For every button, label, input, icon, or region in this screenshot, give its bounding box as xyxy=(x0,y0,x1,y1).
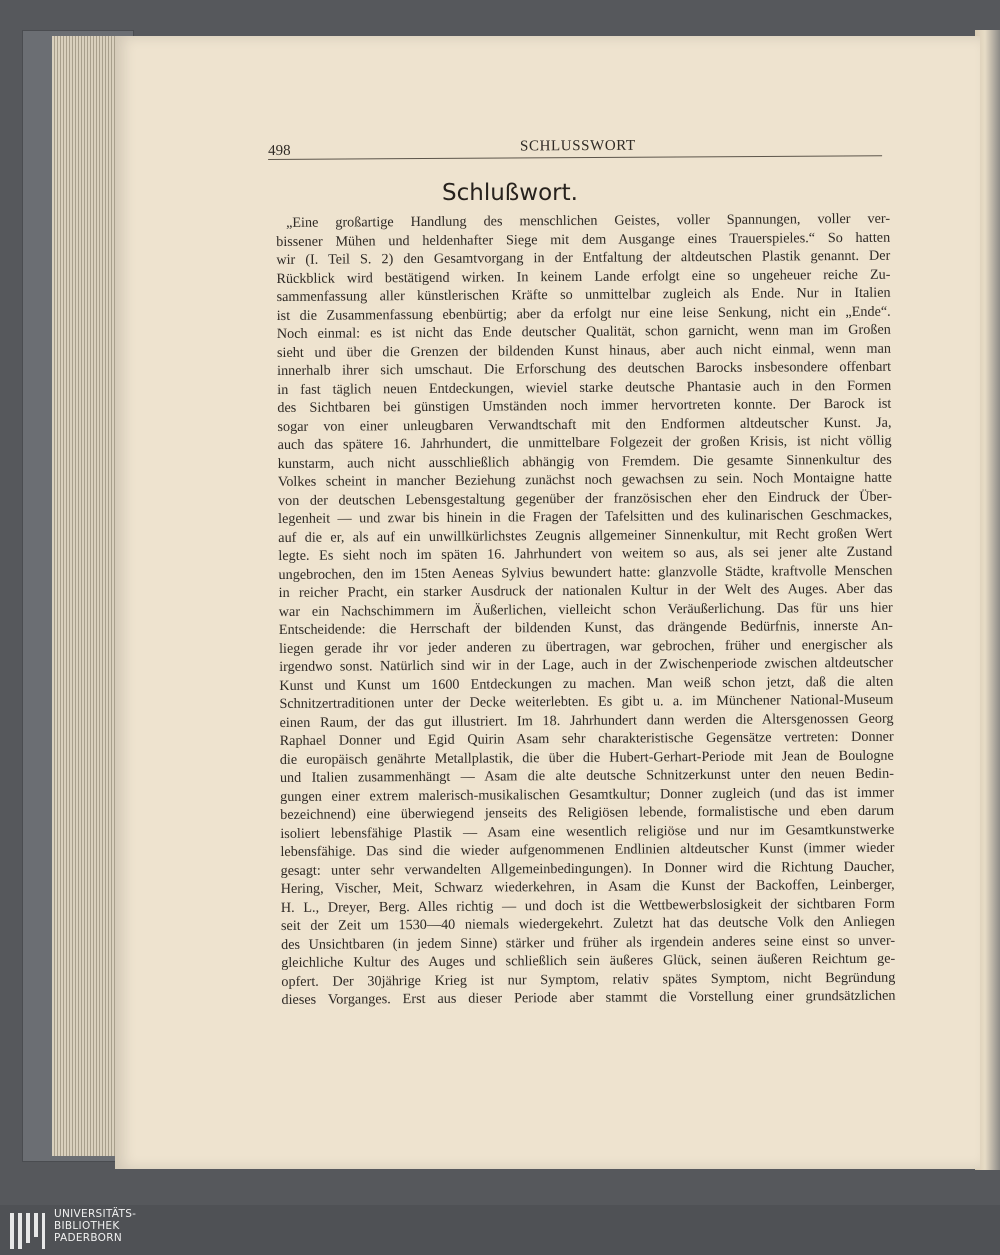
text-line: ungebrochen, den im 15ten Aeneas Sylvius bewundert hatte: glanzvolle Städte, kraftvolle Menschen xyxy=(278,562,893,583)
text-line: in fast täglich neuen Entdeckungen, wieviel starke deutsche Phantasie auch in den Formen xyxy=(277,377,892,398)
text-line: opfert. Der 30jährige Krieg ist nur Symptom, relativ spätes Symptom, nicht Begründung xyxy=(281,969,896,990)
page-number: 498 xyxy=(268,142,291,159)
text-line: des Unsichtbaren (in jedem Sinne) stärker und früher als irgendein anderes seine einst so unver- xyxy=(281,932,896,953)
text-line: des Sichtbaren bei günstigen Umständen noch immer hervortreten konnte. Der Barock ist xyxy=(277,395,892,416)
text-line: sogar von einer unleugbaren Verwandtschaft mit den Endformen altdeutscher Kunst. Ja, xyxy=(277,414,892,435)
text-line: bezeichnend) eine überwiegend jenseits des Religiösen lebende, formalistische und eben darum xyxy=(280,802,895,823)
text-line: kunstarm, auch nicht ausschließlich abhängig von Fremdem. Die gesamte Sinnenkultur des xyxy=(277,451,892,472)
text-line: seit der Zeit um 1530—40 niemals wiedergekehrt. Zuletzt hat das deutsche Volk den Anliegen xyxy=(280,913,896,934)
text-line: in reicher Pracht, ein starker Ausdruck der nationalen Kultur in der Welt des Auges. Aber das xyxy=(278,580,893,601)
text-line: bissener Mühen und heldenhafter Siege mit dem Ausgange eines Trauerspieles.“ So hatten xyxy=(276,229,891,250)
text-line: wir (I. Teil S. 2) den Gesamtvorgang in der Entfaltung der altdeutschen Plastik genannt. Der xyxy=(276,247,891,268)
text-line: einen Raum, der das gut illustriert. Im 18. Jahrhundert dann werden die Altersgenossen Georg xyxy=(279,710,894,731)
text-line: Volkes scheint in mancher Beziehung zunächst noch gewachsen zu sein. Noch Montaigne hatte xyxy=(277,469,892,490)
text-line: innerhalb ihrer sich umschaut. Die Erforschung des deutschen Barocks insbesondere offenbart xyxy=(277,358,892,379)
text-line: isoliert lebensfähige Plastik — Asam eine wesentlich religiöse und nur im Gesamtkunstwerke xyxy=(280,821,895,842)
text-line: auch das spätere 16. Jahrhundert, die unmittelbare Folgezeit der großen Krisis, ist nicht völlig xyxy=(277,432,892,453)
text-line: gungen einer extrem malerisch-musikalischen Gesamtkultur; Donner zugleich (und das ist immer xyxy=(280,784,895,805)
text-line: auf die er, als auf ein unwillkürlichstes Zeugnis allgemeiner Sinnenkultur, mit Recht großen Wert xyxy=(278,525,893,546)
text-line: gleichliche Kultur des Auges und schließlich sein äußeres Glück, seinen äußeren Reichtum ge- xyxy=(281,950,896,971)
library-logo-text xyxy=(54,1208,136,1244)
text-line: die europäisch genährte Metallplastik, die über die Hubert-Gerhart-Periode mit Jean de Boulogne xyxy=(279,747,894,768)
body-text xyxy=(276,210,896,1010)
logo-line-3: PADERBORN xyxy=(54,1232,122,1244)
text-line: Entscheidende: die Herrschaft der bildenden Kunst, das drängende Bedürfnis, innerste An- xyxy=(278,617,893,638)
text-line: lebensfähige. Das sind die wieder aufgenommenen Endlinien altdeutscher Kunst (immer wieder xyxy=(280,839,895,860)
chapter-title: Schlußwort. xyxy=(442,180,578,206)
library-footer-bar xyxy=(0,1205,1000,1255)
text-line: war ein Nachschimmern im Äußerlichen, vielleicht schon Veräußerlichung. Das für uns hier xyxy=(278,599,893,620)
running-header-title: SCHLUSSWORT xyxy=(519,137,636,155)
text-line: Kunst und Kunst um 1600 Entdeckungen zu machen. Man weiß schon jetzt, daß die alten xyxy=(279,673,894,694)
logo-line-1: UNIVERSITÄTS- xyxy=(54,1208,137,1220)
text-line: legte. Es sieht noch im späten 16. Jahrhundert von weitem so aus, als sei jener alte Zustand xyxy=(278,543,893,564)
text-line: dieses Vorganges. Erst aus dieser Periode aber stammt die Vorstellung einer grundsätzlichen xyxy=(281,987,896,1008)
text-line: irgendwo sonst. Natürlich sind wir in der Lage, auch in der Zwischenperiode zwischen altdeutscher xyxy=(279,654,894,675)
text-line: sieht und über die Grenzen der bildenden Kunst hinaus, aber auch nicht einmal, wenn man xyxy=(276,340,892,361)
text-line: ist die Zusammenfassung ebenbürtig; aber da erfolgt nur eine leise Senkung, nicht ein „Ende“. xyxy=(276,303,891,324)
text-line: Raphael Donner und Egid Quirin Asam sehr charakteristische Gegensätze vertreten: Donner xyxy=(279,728,894,749)
text-line: und Italien zusammenhängt — Asam die alte deutsche Schnitzerkunst unter den neuen Bedin- xyxy=(279,765,894,786)
text-line: liegen gerade ihr vor jeder anderen zu übertragen, war gebrochen, früher und energischer als xyxy=(278,636,894,657)
library-logo-icon xyxy=(8,1213,48,1251)
text-line: Noch einmal: es ist nicht das Ende deutscher Qualität, schon garnicht, wenn man im Großen xyxy=(276,321,891,342)
text-line: H. L., Dreyer, Berg. Alles richtig — und doch ist die Wettbewerbslosigkeit der sichtbaren Form xyxy=(280,895,895,916)
text-line: „Eine großartige Handlung des menschlichen Geistes, voller Spannungen, voller ver- xyxy=(286,210,891,231)
text-line: Schnitzertraditionen unter der Decke weiterlebten. Es gibt u. a. im Münchener National-Museum xyxy=(279,691,894,712)
logo-line-2: BIBLIOTHEK xyxy=(54,1220,120,1232)
text-line: sammenfassung aller künstlerischen Kräfte so unmittelbar zugleich als Ende. Nur in Italien xyxy=(276,284,891,305)
text-line: von der deutschen Lebensgestaltung gegenüber der französischen eher den Eindruck der Über- xyxy=(277,488,893,509)
text-line: Hering, Vischer, Meit, Schwarz wiederkehren, in Asam die Kunst der Backoffen, Leinberger, xyxy=(280,876,895,897)
text-line: gesagt: unter sehr verwandelten Allgemeinbedingungen). In Donner wird die Richtung Daucher, xyxy=(280,858,895,879)
text-line: Rückblick wird bestätigend wirken. In keinem Lande erfolgt eine so ungeheuer reiche Zu- xyxy=(276,266,891,287)
text-line: legenheit — und zwar bis hinein in die Fragen der Tafelsitten und des kulinarischen Geschmackes, xyxy=(278,506,893,527)
